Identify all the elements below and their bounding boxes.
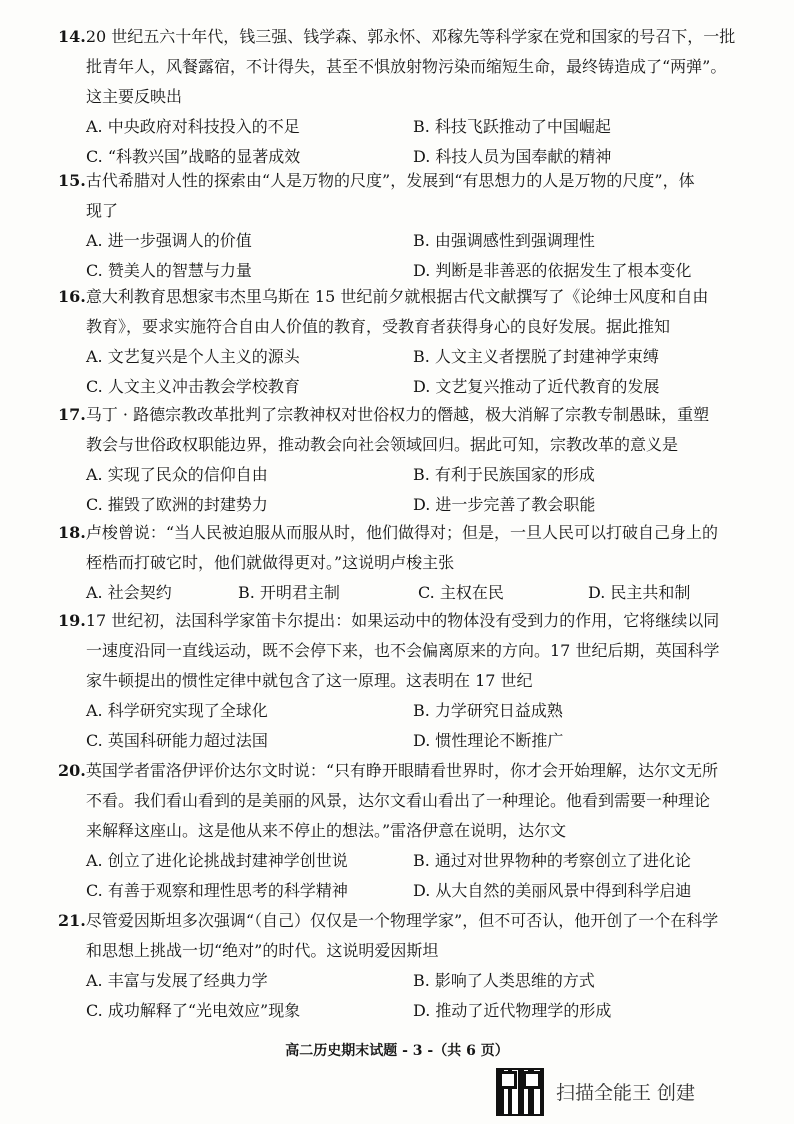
options [58, 966, 758, 1026]
options [58, 460, 758, 520]
question-number: 20. [58, 761, 86, 780]
question-number: 18. [58, 523, 86, 542]
option-b[interactable]: B. 由强调感性到强调理性 [413, 231, 595, 250]
stem-line: 批青年人，风餐露宿，不计得失，甚至不惧放射物污染而缩短生命，最终铸造成了“两弹”。 [86, 57, 727, 76]
option-c[interactable]: C. 成功解释了“光电效应”现象 [86, 1001, 301, 1020]
question-16 [58, 282, 758, 402]
option-d[interactable]: D. 科技人员为国奉献的精神 [413, 147, 612, 166]
option-c[interactable]: C. 人文主义冲击教会学校教育 [86, 377, 300, 396]
option-b[interactable]: B. 有利于民族国家的形成 [413, 465, 595, 484]
options [58, 226, 758, 286]
question-18 [58, 518, 758, 608]
option-a[interactable]: A. 社会契约 [86, 583, 172, 602]
option-c[interactable]: C. 有善于观察和理性思考的科学精神 [86, 881, 348, 900]
options [58, 112, 758, 172]
option-d[interactable]: D. 判断是非善恶的依据发生了根本变化 [413, 261, 692, 280]
option-b[interactable]: B. 影响了人类思维的方式 [413, 971, 595, 990]
option-a[interactable]: A. 科学研究实现了全球化 [86, 701, 268, 720]
option-a[interactable]: A. 实现了民众的信仰自由 [86, 465, 268, 484]
option-c[interactable]: C. “科教兴国”战略的显著成效 [86, 147, 301, 166]
option-d[interactable]: D. 民主共和制 [588, 583, 691, 602]
option-c[interactable]: C. 摧毁了欧洲的封建势力 [86, 495, 268, 514]
question-stem [58, 282, 758, 342]
options [58, 696, 758, 756]
question-15 [58, 166, 758, 286]
question-stem [58, 518, 758, 578]
option-b[interactable]: B. 力学研究日益成熟 [413, 701, 563, 720]
question-17 [58, 400, 758, 520]
stem-line: 20 世纪五六十年代，钱三强、钱学森、郭永怀、邓稼先等科学家在党和国家的号召下，一批 [85, 27, 736, 46]
option-d[interactable]: D. 惯性理论不断推广 [413, 731, 564, 750]
stem-line: 古代希腊对人性的探索由“人是万物的尺度”，发展到“有思想力的人是万物的尺度”，体 [85, 171, 695, 190]
option-b[interactable]: B. 人文主义者摆脱了封建神学束缚 [413, 347, 659, 366]
stem-line: 这主要反映出 [86, 87, 183, 106]
question-number: 14. [58, 27, 86, 46]
stem-line: 尽管爱因斯坦多次强调“（自己）仅仅是一个物理学家”，但不可否认，他开创了一个在科学 [85, 911, 719, 930]
stem-line: 卢梭曾说：“当人民被迫服从而服从时，他们做得对；但是，一旦人民可以打破自己身上的 [85, 523, 719, 542]
option-a[interactable]: A. 丰富与发展了经典力学 [86, 971, 268, 990]
stem-line: 和思想上挑战一切“绝对”的时代。这说明爱因斯坦 [86, 941, 439, 960]
qr-code-icon [496, 1068, 544, 1116]
question-number: 17. [58, 405, 86, 424]
question-20 [58, 756, 758, 906]
stem-line: 马丁 · 路德宗教改革批判了宗教神权对世俗权力的僭越，极大消解了宗教专制愚昧，重塑 [85, 405, 710, 424]
question-stem [58, 906, 758, 966]
stem-line: 家牛顿提出的惯性定律中就包含了这一原理。这表明在 17 世纪 [86, 671, 533, 690]
option-b[interactable]: B. 通过对世界物种的考察创立了进化论 [413, 851, 691, 870]
question-number: 21. [58, 911, 86, 930]
options [58, 578, 758, 608]
question-stem [58, 400, 758, 460]
question-14 [58, 22, 758, 172]
option-a[interactable]: A. 文艺复兴是个人主义的源头 [86, 347, 300, 366]
option-a[interactable]: A. 进一步强调人的价值 [86, 231, 252, 250]
stem-line: 不看。我们看山看到的是美丽的风景，达尔文看山看出了一种理论。他看到需要一种理论 [86, 791, 711, 810]
option-c[interactable]: C. 主权在民 [418, 583, 504, 602]
stem-line: 英国学者雷洛伊评价达尔文时说：“只有睁开眼睛看世界时，你才会开始理解，达尔文无所 [85, 761, 719, 780]
question-stem [58, 756, 758, 846]
stem-line: 现了 [86, 201, 119, 220]
option-d[interactable]: D. 进一步完善了教会职能 [413, 495, 596, 514]
question-21 [58, 906, 758, 1026]
stem-line: 来解释这座山。这是他从来不停止的想法。”雷洛伊意在说明，达尔文 [86, 821, 567, 840]
question-number: 16. [58, 287, 86, 306]
question-stem [58, 166, 758, 226]
question-stem [58, 22, 758, 112]
question-stem [58, 606, 758, 696]
stem-line: 桎梏而打破它时，他们就做得更对。”这说明卢梭主张 [86, 553, 455, 572]
option-c[interactable]: C. 英国科研能力超过法国 [86, 731, 268, 750]
option-d[interactable]: D. 文艺复兴推动了近代教育的发展 [413, 377, 660, 396]
stem-line: 教育》，要求实施符合自由人价值的教育，受教育者获得身心的良好发展。据此推知 [86, 317, 671, 336]
options [58, 342, 758, 402]
scanner-watermark: 扫描全能王 创建 [556, 1082, 696, 1104]
option-b[interactable]: B. 开明君主制 [238, 583, 340, 602]
option-a[interactable]: A. 中央政府对科技投入的不足 [86, 117, 300, 136]
option-a[interactable]: A. 创立了进化论挑战封建神学创世说 [86, 851, 348, 870]
stem-line: 意大利教育思想家韦杰里乌斯在 15 世纪前夕就根据古代文献撰写了《论绅士风度和自由 [85, 287, 709, 306]
option-d[interactable]: D. 推动了近代物理学的形成 [413, 1001, 612, 1020]
stem-line: 一速度沿同一直线运动，既不会停下来，也不会偏离原来的方向。17 世纪后期，英国科学 [86, 641, 720, 660]
question-number: 19. [58, 611, 86, 630]
stem-line: 17 世纪初，法国科学家笛卡尔提出：如果运动中的物体没有受到力的作用，它将继续以同 [85, 611, 720, 630]
options [58, 846, 758, 906]
question-number: 15. [58, 171, 86, 190]
question-19 [58, 606, 758, 756]
option-b[interactable]: B. 科技飞跃推动了中国崛起 [413, 117, 611, 136]
page-footer: 高二历史期末试题 - 3 -（共 6 页） [285, 1043, 509, 1059]
stem-line: 教会与世俗政权职能边界，推动教会向社会领域回归。据此可知，宗教改革的意义是 [86, 435, 679, 454]
option-c[interactable]: C. 赞美人的智慧与力量 [86, 261, 252, 280]
option-d[interactable]: D. 从大自然的美丽风景中得到科学启迪 [413, 881, 692, 900]
